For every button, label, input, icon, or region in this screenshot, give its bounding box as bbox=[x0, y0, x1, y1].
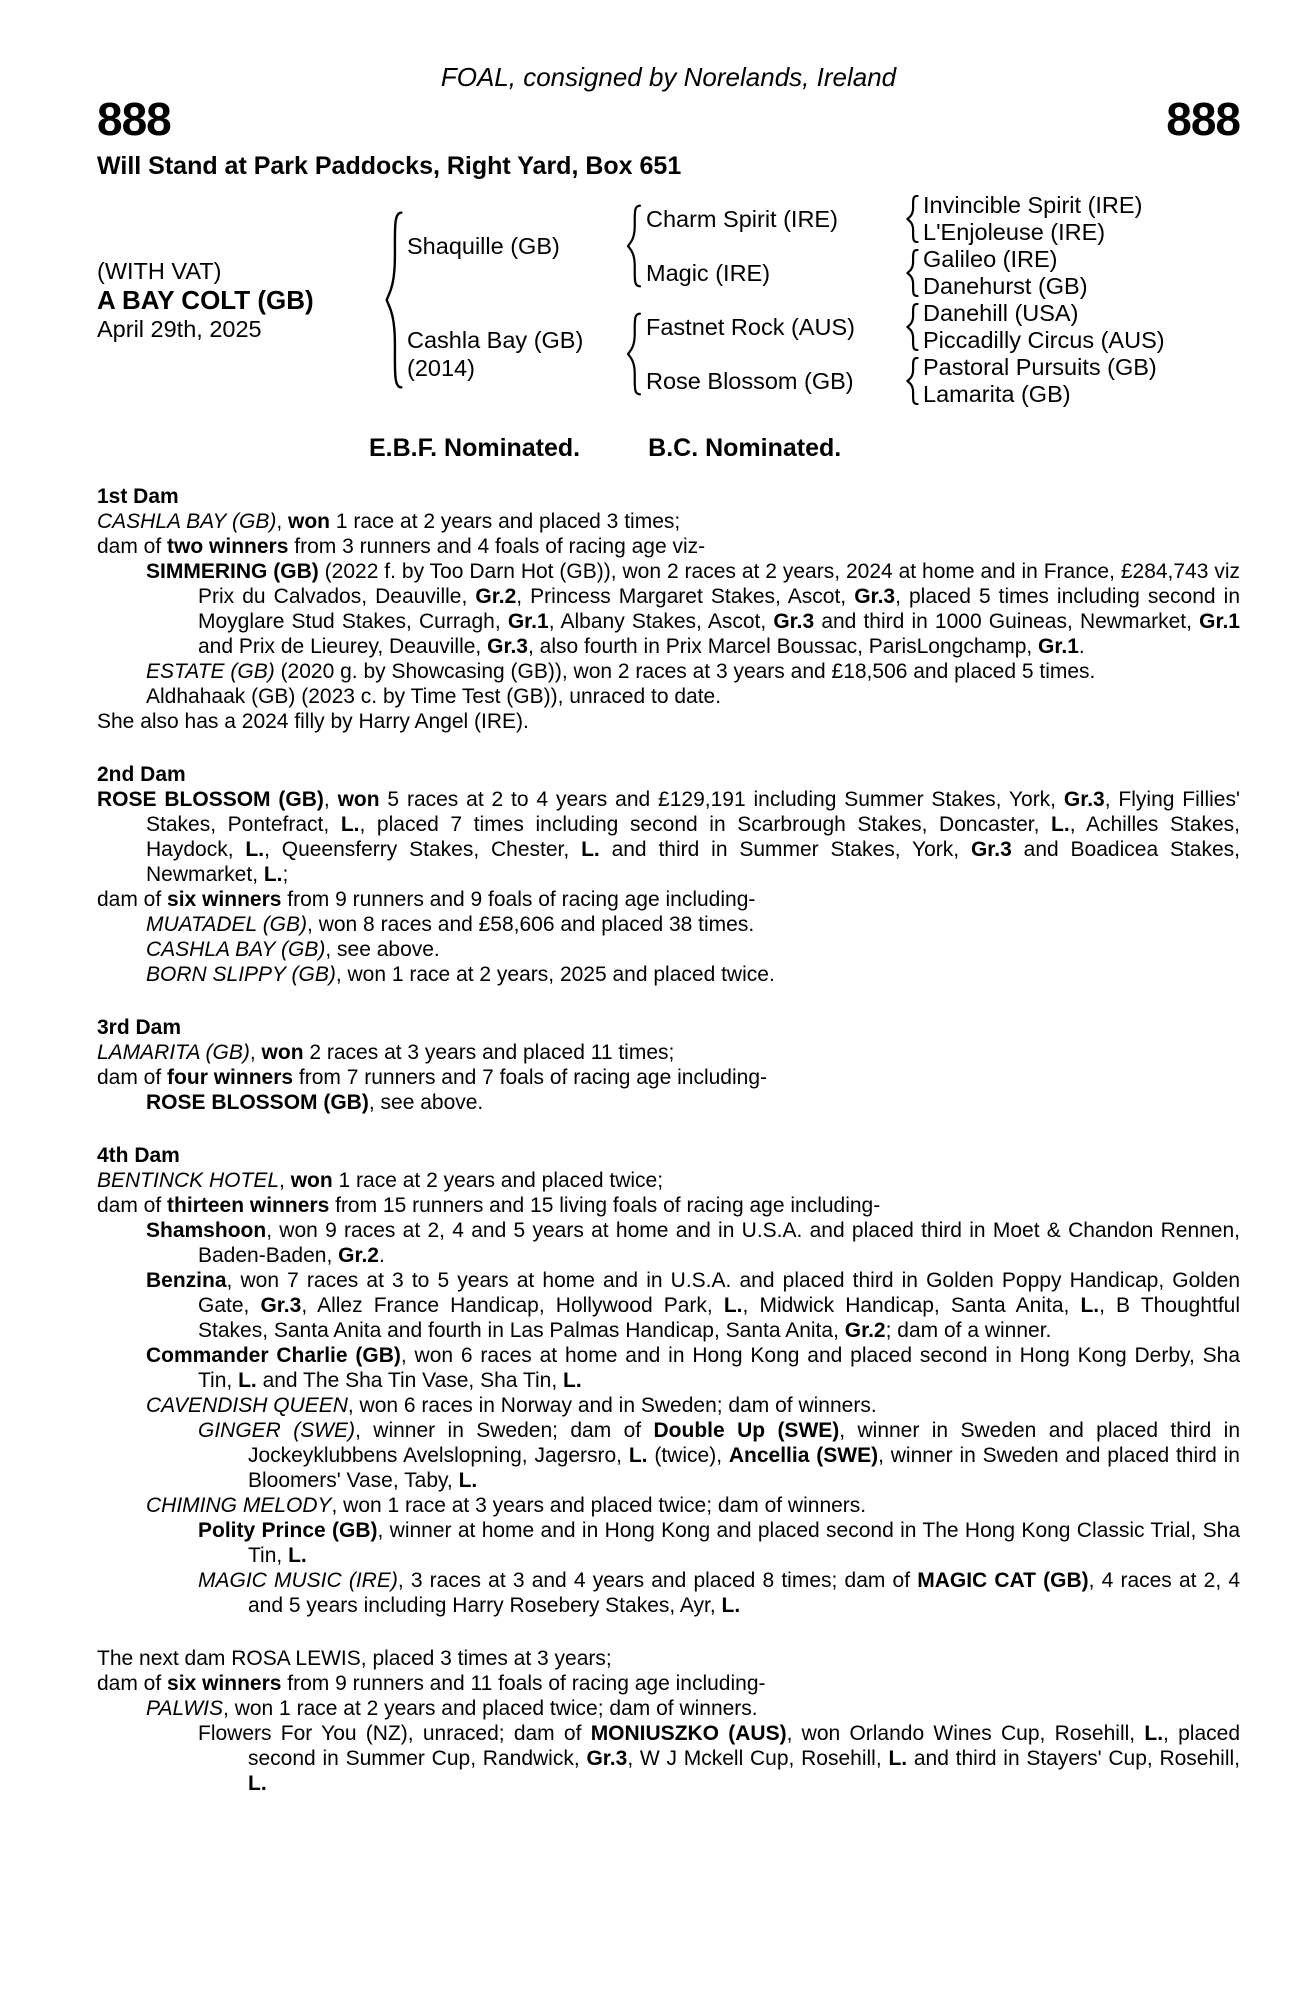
dam-section bbox=[97, 1646, 1240, 1796]
dam-section bbox=[97, 762, 1240, 987]
ped-grandparent-block bbox=[646, 246, 1240, 300]
dam-section bbox=[97, 1015, 1240, 1115]
stand-location: Will Stand at Park Paddocks, Right Yard, Box 651 bbox=[97, 152, 682, 180]
dam-dam-dam-name: Lamarita (GB) bbox=[923, 381, 1071, 407]
sire-sire-name: Charm Spirit (IRE) bbox=[646, 205, 838, 232]
dam-sire-dam-name: Piccadilly Circus (AUS) bbox=[923, 327, 1165, 353]
dam-dam-sire-name: Pastoral Pursuits (GB) bbox=[923, 354, 1157, 380]
pedigree-paragraph: dam of two winners from 3 runners and 4 foals of racing age viz- bbox=[97, 535, 706, 558]
pedigree-paragraph: Polity Prince (GB), winner at home and in Hong Kong and placed second in The Hong Kong Classic Trial, Sha Tin, L. bbox=[198, 1519, 1241, 1567]
ped-dam-block bbox=[407, 300, 1240, 408]
ped-greatgrandparents bbox=[923, 354, 1240, 408]
dam-dam-name: Rose Blossom (GB) bbox=[646, 367, 854, 394]
pedigree-paragraph: dam of six winners from 9 runners and 9 foals of racing age including- bbox=[97, 888, 756, 911]
ped-grandparent-block bbox=[646, 300, 1240, 354]
pedigree-paragraph: BENTINCK HOTEL, won 1 race at 2 years and placed twice; bbox=[97, 1169, 664, 1192]
consignor-line: FOAL, consigned by Norelands, Ireland bbox=[440, 62, 897, 92]
pedigree-paragraph: Benzina, won 7 races at 3 to 5 years at home and in U.S.A. and placed third in Golden Poppy Handicap, Golden Gate, Gr.3, Allez France Handicap, Hollywood Park, L., Midwick Handicap, Santa Anita, L., B Thoughtful Stakes, Santa Anita and fourth in Las Palmas Handicap, Santa Anita, Gr.2; dam of a winner. bbox=[146, 1269, 1240, 1342]
pedigree-paragraph: MAGIC MUSIC (IRE), 3 races at 3 and 4 years and placed 8 times; dam of MAGIC CAT (GB), 4 races at 2, 4 and 5 years including Harry Rosebery Stakes, Ayr, L. bbox=[198, 1569, 1240, 1617]
pedigree-paragraph: Shamshoon, won 9 races at 2, 4 and 5 years at home and in U.S.A. and placed third in Moet & Chandon Rennen, Baden-Baden, Gr.2. bbox=[146, 1219, 1240, 1267]
pedigree-brace-icon bbox=[621, 192, 646, 300]
pedigree-paragraph: CAVENDISH QUEEN, won 6 races in Norway and in Sweden; dam of winners. bbox=[146, 1394, 877, 1417]
dam-name: Cashla Bay (GB) bbox=[407, 327, 584, 353]
ped-grandparent-block bbox=[646, 192, 1240, 246]
pedigree-brace-icon bbox=[901, 246, 923, 300]
pedigree-brace-icon bbox=[621, 300, 646, 408]
sire-sire-dam-name: L'Enjoleuse (IRE) bbox=[923, 219, 1106, 245]
pedigree-paragraph: CASHLA BAY (GB), won 1 race at 2 years and placed 3 times; bbox=[97, 510, 681, 533]
section-heading: 1st Dam bbox=[97, 485, 179, 508]
dam-sire-sire-name: Danehill (USA) bbox=[923, 300, 1079, 326]
sire-dam-dam-name: Danehurst (GB) bbox=[923, 273, 1088, 299]
ped-greatgrandparents bbox=[923, 192, 1240, 246]
section-heading: 2nd Dam bbox=[97, 763, 186, 786]
ped-grandparent-block bbox=[646, 354, 1240, 408]
dam-section bbox=[97, 484, 1240, 734]
pedigree-paragraph: CASHLA BAY (GB), see above. bbox=[146, 938, 440, 961]
dam-section bbox=[97, 1143, 1240, 1618]
ebf-nominated-label: E.B.F. Nominated. bbox=[369, 434, 581, 462]
pedigree-paragraph: Aldhahaak (GB) (2023 c. by Time Test (GB)), unraced to date. bbox=[146, 685, 722, 708]
pedigree-chart bbox=[97, 192, 1240, 408]
ped-subject bbox=[97, 192, 380, 408]
lot-number-left: 888 bbox=[97, 93, 171, 145]
ped-greatgrandparents bbox=[923, 300, 1240, 354]
ped-greatgrandparents bbox=[923, 246, 1240, 300]
pedigree-paragraph: She also has a 2024 filly by Harry Angel (IRE). bbox=[97, 710, 529, 733]
ped-dam-parents bbox=[646, 300, 1240, 408]
ped-sire bbox=[407, 192, 621, 300]
pedigree-brace-icon bbox=[901, 300, 923, 354]
pedigree-paragraph: dam of thirteen winners from 15 runners and 15 living foals of racing age including- bbox=[97, 1194, 881, 1217]
ped-parents bbox=[407, 192, 1240, 408]
ped-sire-block bbox=[407, 192, 1240, 300]
pedigree-paragraph: MUATADEL (GB), won 8 races and £58,606 and placed 38 times. bbox=[146, 913, 755, 936]
pedigree-paragraph: ROSE BLOSSOM (GB), won 5 races at 2 to 4 years and £129,191 including Summer Stakes, York, Gr.3, Flying Fillies' Stakes, Pontefract, L., placed 7 times including second in Scarbrough Stakes, Doncaster, L., Achilles Stakes, Haydock, L., Queensferry Stakes, Chester, L. and third in Summer Stakes, York, Gr.3 and Boadicea Stakes, Newmarket, L.; bbox=[97, 788, 1240, 886]
pedigree-paragraph: dam of four winners from 7 runners and 7 foals of racing age including- bbox=[97, 1066, 767, 1089]
pedigree-brace-icon bbox=[380, 192, 407, 408]
nominations-row bbox=[97, 434, 1240, 462]
pedigree-paragraph: BORN SLIPPY (GB), won 1 race at 2 years, 2025 and placed twice. bbox=[146, 963, 775, 986]
vat-note: (WITH VAT) bbox=[97, 257, 222, 284]
pedigree-brace-icon bbox=[901, 354, 923, 408]
pedigree-brace-icon bbox=[901, 192, 923, 246]
pedigree-paragraph: ROSE BLOSSOM (GB), see above. bbox=[146, 1091, 484, 1114]
lot-number-row bbox=[97, 93, 1240, 145]
subject-name: A BAY COLT (GB) bbox=[97, 284, 314, 315]
section-heading: 4th Dam bbox=[97, 1144, 180, 1167]
bc-nominated-label: B.C. Nominated. bbox=[648, 434, 842, 462]
sire-dam-sire-name: Galileo (IRE) bbox=[923, 246, 1058, 272]
pedigree-paragraph: PALWIS, won 1 race at 2 years and placed twice; dam of winners. bbox=[146, 1697, 758, 1720]
pedigree-paragraph: Commander Charlie (GB), won 6 races at home and in Hong Kong and placed second in Hong Kong Derby, Sha Tin, L. and The Sha Tin Vase, Sha Tin, L. bbox=[146, 1344, 1240, 1392]
ped-sire-parents bbox=[646, 192, 1240, 300]
pedigree-paragraph: ESTATE (GB) (2020 g. by Showcasing (GB)), won 2 races at 3 years and £18,506 and placed 5 times. bbox=[146, 660, 1096, 683]
pedigree-text bbox=[97, 484, 1240, 1796]
foaling-date: April 29th, 2025 bbox=[97, 315, 262, 342]
dam-sire-name: Fastnet Rock (AUS) bbox=[646, 313, 855, 340]
pedigree-paragraph: Flowers For You (NZ), unraced; dam of MONIUSZKO (AUS), won Orlando Wines Cup, Rosehill, L., placed second in Summer Cup, Randwick, Gr.3, W J Mckell Cup, Rosehill, L. and third in Stayers' Cup, Rosehill, L. bbox=[198, 1722, 1241, 1795]
sire-name: Shaquille (GB) bbox=[407, 233, 560, 259]
ped-dam bbox=[407, 300, 621, 408]
sire-sire-sire-name: Invincible Spirit (IRE) bbox=[923, 192, 1143, 218]
sire-dam-name: Magic (IRE) bbox=[646, 259, 771, 286]
pedigree-paragraph: SIMMERING (GB) (2022 f. by Too Darn Hot (GB)), won 2 races at 2 years, 2024 at home and in France, £284,743 viz Prix du Calvados, Deauville, Gr.2, Princess Margaret Stakes, Ascot, Gr.3, placed 5 times including second in Moyglare Stud Stakes, Curragh, Gr.1, Albany Stakes, Ascot, Gr.3 and third in 1000 Guineas, Newmarket, Gr.1 and Prix de Lieurey, Deauville, Gr.3, also fourth in Prix Marcel Boussac, ParisLongchamp, Gr.1. bbox=[146, 560, 1241, 658]
section-heading: 3rd Dam bbox=[97, 1016, 182, 1039]
pedigree-paragraph: LAMARITA (GB), won 2 races at 3 years and placed 11 times; bbox=[97, 1041, 675, 1064]
pedigree-paragraph: CHIMING MELODY, won 1 race at 3 years and placed twice; dam of winners. bbox=[146, 1494, 867, 1517]
pedigree-paragraph: dam of six winners from 9 runners and 11 foals of racing age including- bbox=[97, 1672, 766, 1695]
pedigree-paragraph: GINGER (SWE), winner in Sweden; dam of Double Up (SWE), winner in Sweden and placed third in Jockeyklubbens Avelslopning, Jagersro, L. (twice), Ancellia (SWE), winner in Sweden and placed third in Bloomers' Vase, Taby, L. bbox=[198, 1419, 1241, 1492]
lot-number-right: 888 bbox=[1166, 93, 1240, 145]
pedigree-paragraph: The next dam ROSA LEWIS, placed 3 times at 3 years; bbox=[97, 1647, 612, 1670]
dam-foaled-year: (2014) bbox=[407, 355, 475, 381]
